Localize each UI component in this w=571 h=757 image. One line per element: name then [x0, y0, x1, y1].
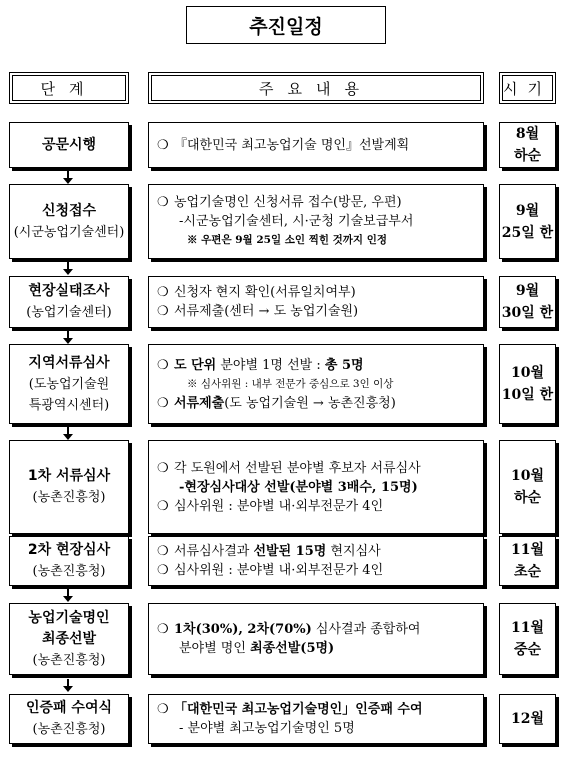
time-text: 11월 — [510, 542, 544, 558]
bullet-icon: ❍ — [157, 285, 169, 300]
time-cell — [499, 694, 556, 744]
stage-name: 지역서류심사 — [28, 354, 110, 371]
content-text-part: 분야별 1명 선발 : — [216, 357, 325, 373]
stage-organization: (농촌진흥청) — [32, 490, 106, 505]
bullet-icon: ❍ — [157, 357, 169, 373]
bullet-icon: ❍ — [157, 544, 169, 559]
time-text: 8월 — [515, 126, 540, 142]
stage-name: 공문시행 — [41, 136, 97, 153]
time-cell — [499, 603, 556, 675]
content-line — [157, 620, 475, 639]
time-cell — [499, 536, 556, 586]
content-text-part: 심사결과 종합하여 — [311, 622, 421, 637]
content-line — [157, 283, 475, 302]
content-line — [157, 497, 475, 516]
content-text: 서류제출(센터 → 도 농업기술원) — [174, 304, 359, 319]
time-text: 초순 — [513, 564, 542, 580]
time-text: 하순 — [513, 490, 542, 506]
stage-name: 농업기술명인 최종선발 — [28, 609, 110, 647]
time-cell — [499, 122, 556, 168]
content-text: 심사위원 : 분야별 내·외부전문가 4인 — [174, 498, 384, 514]
content-text-part: 현지심사 — [326, 544, 381, 559]
time-text: 중순 — [513, 642, 542, 658]
content-subtext: - 분야별 최고농업기술명인 5명 — [179, 721, 355, 736]
content-line — [157, 356, 475, 375]
bullet-icon: ❍ — [157, 622, 169, 637]
stage-name: 인증패 수여식 — [25, 700, 113, 716]
content-text-part: 최종선발(5명) — [250, 641, 335, 656]
content-text: 각 도원에서 선발된 분야별 후보자 서류심사 — [174, 460, 421, 476]
stage-cell — [9, 694, 129, 744]
time-cell — [499, 440, 556, 534]
header-content-label: 주요내용 — [259, 79, 373, 98]
stage-organization: (농촌진흥청) — [32, 564, 106, 579]
stage-cell — [9, 122, 129, 168]
content-line — [157, 459, 475, 478]
content-cell — [148, 276, 484, 328]
content-line — [157, 700, 475, 719]
content-text: 농업기술명인 신청서류 접수(방문, 우편) — [174, 195, 402, 210]
content-cell — [148, 536, 484, 586]
content-line — [157, 542, 475, 561]
stage-organization: (도농업기술원 특광역시센터) — [28, 376, 110, 413]
content-text: 심사위원 : 분야별 내·외부전문가 4인 — [174, 563, 384, 578]
stage-cell — [9, 440, 129, 534]
header-time-label: 시기 — [503, 79, 552, 98]
header-stage — [9, 72, 129, 104]
content-cell — [148, 440, 484, 534]
content-text-part: 총 5명 — [324, 357, 364, 373]
content-line — [157, 136, 475, 155]
content-subtext: -현장심사대상 선발(분야별 3배수, 15명) — [179, 479, 418, 495]
bullet-icon: ❍ — [157, 498, 169, 514]
bullet-icon: ❍ — [157, 137, 169, 153]
content-line — [157, 375, 475, 394]
content-text-part: 도 단위 — [174, 357, 217, 373]
time-text: 10월 — [510, 365, 544, 381]
content-text-part: (도 농업기술원 → 농촌진흥청) — [224, 395, 396, 411]
content-line — [157, 193, 475, 212]
content-note: ※ 심사위원 : 내부 전문가 중심으로 3인 이상 — [187, 377, 394, 390]
content-line — [157, 719, 475, 738]
header-stage-label: 단계 — [40, 79, 98, 98]
time-text: 9월 — [515, 283, 540, 299]
content-line — [157, 302, 475, 321]
page-title: 추진일정 — [186, 6, 386, 44]
bullet-icon: ❍ — [157, 195, 169, 210]
content-note: ※ 우편은 9월 25일 소인 찍힌 것까지 인정 — [187, 234, 388, 246]
stage-organization: (시군농업기술센터) — [13, 224, 125, 240]
time-text: 30일 한 — [501, 305, 554, 321]
stage-name: 현장실태조사 — [28, 283, 110, 299]
time-cell — [499, 276, 556, 328]
content-text-part: 분야별 명인 — [179, 641, 251, 656]
content-text-part: 서류심사결과 — [174, 544, 254, 559]
header-content — [148, 72, 484, 104]
stage-organization: (농촌진흥청) — [32, 722, 106, 737]
stage-cell — [9, 603, 129, 675]
bullet-icon: ❍ — [157, 460, 169, 476]
content-line — [157, 231, 475, 250]
stage-organization: (농촌진흥청) — [32, 652, 106, 668]
bullet-icon: ❍ — [157, 563, 169, 578]
stage-name: 2차 현장심사 — [27, 542, 111, 558]
stage-cell — [9, 536, 129, 586]
stage-cell — [9, 344, 129, 424]
content-line — [157, 212, 475, 231]
stage-cell — [9, 276, 129, 328]
stage-organization: (농업기술센터) — [26, 305, 112, 320]
content-line — [157, 478, 475, 497]
time-text: 11월 — [510, 620, 544, 636]
content-line — [157, 561, 475, 580]
bullet-icon: ❍ — [157, 304, 169, 319]
content-cell — [148, 122, 484, 168]
content-subtext: -시군농업기술센터, 시·군청 기술보급부서 — [179, 214, 414, 229]
bullet-icon: ❍ — [157, 395, 169, 411]
time-text: 10일 한 — [501, 387, 554, 403]
content-line — [157, 394, 475, 413]
content-cell — [148, 694, 484, 744]
time-text: 25일 한 — [501, 224, 554, 241]
content-text: 『대한민국 최고농업기술 명인』선발계획 — [174, 137, 410, 153]
header-time — [499, 72, 556, 104]
content-text-part: 서류제출 — [174, 395, 225, 411]
time-cell — [499, 184, 556, 259]
time-text: 12월 — [510, 711, 544, 727]
content-text-part: 선발된 15명 — [253, 544, 327, 559]
time-cell — [499, 344, 556, 424]
time-text: 하순 — [513, 148, 542, 164]
content-cell — [148, 603, 484, 675]
bullet-icon: ❍ — [157, 702, 169, 717]
stage-cell — [9, 184, 129, 259]
time-text: 10월 — [510, 468, 544, 484]
content-text: 신청자 현지 확인(서류일치여부) — [174, 285, 356, 300]
content-text-part: 1차(30%), 2차(70%) — [174, 622, 312, 637]
content-text-part: 「대한민국 최고농업기술명인」인증패 수여 — [174, 702, 423, 717]
content-cell — [148, 184, 484, 259]
content-line — [157, 639, 475, 658]
stage-name: 신청접수 — [41, 202, 97, 219]
stage-name: 1차 서류심사 — [27, 468, 111, 484]
time-text: 9월 — [515, 202, 540, 219]
content-cell — [148, 344, 484, 424]
